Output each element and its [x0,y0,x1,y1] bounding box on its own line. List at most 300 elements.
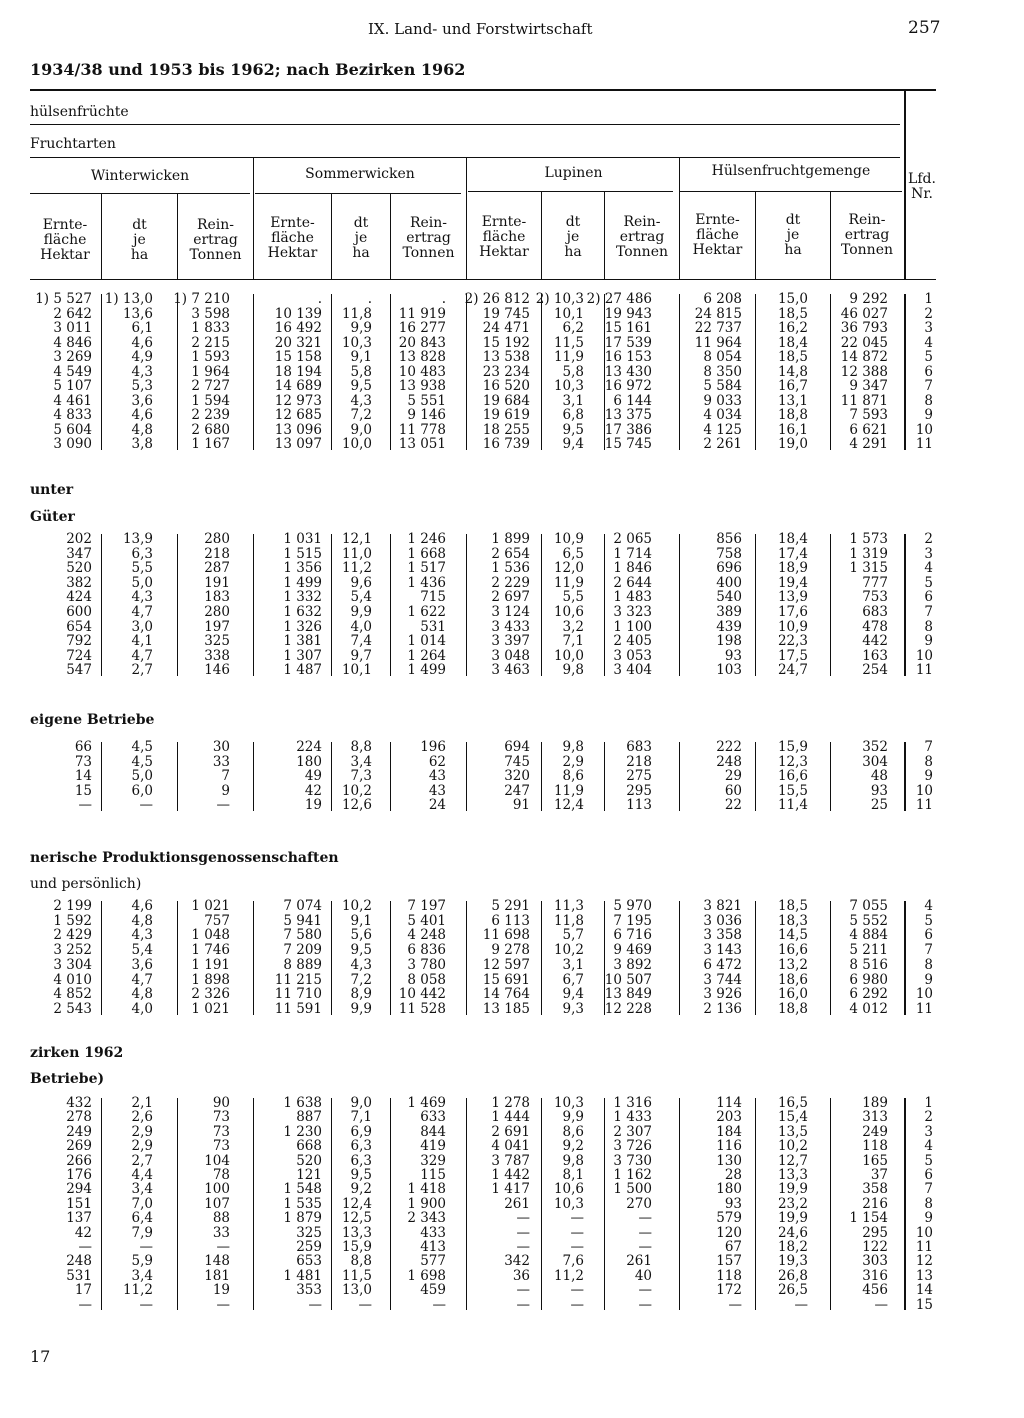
cell-yield: 12,4 [341,1195,372,1212]
cell-yield: 7,2 [350,971,372,988]
cell-total: 2 215 [191,334,230,351]
cell-yield: 5,5 [562,589,584,606]
cell-yield: 10,1 [341,662,372,679]
cell-area: 2) 26 812 [464,291,530,307]
cell-area: 261 [504,1195,530,1212]
cell-total: 1 964 [191,363,230,380]
cell-yield: 4,8 [131,986,153,1003]
cell-yield: 11,9 [553,349,584,365]
section-label: unter [30,482,74,498]
cell-yield: 13,6 [122,305,153,322]
cell-total: 10 483 [398,363,446,380]
cell-area: 93 [724,1195,742,1212]
cell-total: 577 [420,1253,446,1270]
cell-yield: 2,7 [131,1152,153,1169]
cell-lfd-nr: 6 [924,927,933,944]
cell-total: . [441,291,446,307]
table-row [0,1002,1024,1017]
cell-area: 247 [504,782,530,799]
cell-area: 653 [296,1253,322,1270]
table-row [0,350,1024,365]
cell-area: — [78,1239,92,1255]
cell-area: 1 356 [283,560,322,577]
cell-lfd-nr: 8 [924,392,933,409]
cell-area: 2 697 [491,589,530,606]
cell-yield: 18,8 [777,1000,808,1017]
cell-area: — [728,1296,742,1313]
cell-area: 114 [716,1095,742,1111]
cell-total: 1 167 [191,436,230,452]
cell-yield: 6,4 [131,1210,153,1227]
cell-yield: 10,3 [553,378,584,394]
cell-total: 13 430 [604,363,652,380]
cell-yield: 5,8 [350,363,372,380]
cell-yield: 13,1 [777,392,808,409]
cell-yield: 11,5 [341,1267,372,1284]
cell-yield: 10,6 [553,1181,584,1198]
cell-total: 1 483 [613,589,652,606]
cell-total: 62 [428,753,446,770]
cell-area: 11 698 [482,927,530,944]
cell-total: 413 [420,1239,446,1255]
cell-total: 196 [420,739,446,755]
cell-area: 694 [504,739,530,755]
cell-area: 19 619 [482,407,530,423]
cell-area: 342 [504,1253,530,1270]
section-label: und persönlich) [30,876,142,892]
cell-total: 163 [862,647,888,664]
cell-yield: 3,8 [131,436,153,452]
cell-area: 520 [66,560,92,577]
cell-area: 1 417 [491,1181,530,1198]
cell-total: 165 [862,1152,888,1169]
cell-total: 5 401 [407,912,446,929]
cell-total: 19 943 [604,305,652,322]
cell-area: 12 685 [274,407,322,423]
cell-total: 1 698 [407,1267,446,1284]
cell-total: 12 388 [840,363,888,380]
cell-total: 104 [204,1152,230,1169]
cell-total: 48 [870,768,888,785]
cell-yield: 11,8 [341,305,372,322]
cell-total: 1 418 [407,1181,446,1198]
cell-lfd-nr: 5 [924,1152,933,1169]
cell-total: 1 898 [191,971,230,988]
cell-area: 198 [716,633,742,650]
cell-area: 4 549 [53,363,92,380]
cell-yield: 4,8 [131,912,153,929]
cell-yield: 18,8 [777,407,808,423]
cell-yield: 3,6 [131,392,153,409]
cell-yield: 13,3 [341,1224,372,1241]
cell-area: 49 [304,768,322,785]
cell-area: 20 321 [274,334,322,351]
cell-yield: 19,0 [777,436,808,452]
cell-yield: 6,5 [562,545,584,562]
cell-total: 2 307 [613,1123,652,1140]
cell-area: 16 739 [482,436,530,452]
cell-yield: 10,3 [553,1095,584,1111]
cell-total: 1 833 [191,320,230,336]
cell-yield: 3,6 [131,956,153,973]
cell-total: 280 [204,531,230,547]
cell-area: 203 [716,1109,742,1126]
cell-yield: 5,7 [562,927,584,944]
cell-yield: 4,8 [131,421,153,438]
cell-area: 1 536 [491,560,530,577]
cell-area: 9 033 [703,392,742,409]
cell-lfd-nr: 5 [924,574,933,591]
cell-total: — [638,1296,652,1313]
header-rule-1 [30,124,900,125]
cell-lfd-nr: 4 [924,898,933,914]
cell-yield: 6,7 [562,971,584,988]
cell-area: 320 [504,768,530,785]
cell-yield: 6,2 [562,320,584,336]
cell-total: 1 714 [613,545,652,562]
col-header-total: Rein- ertrag Tonnen [840,212,893,258]
cell-area: 6 472 [703,956,742,973]
cell-total: 1 014 [407,633,446,650]
table-row [0,740,1024,755]
col-header-yield: dt je ha [564,214,582,260]
cell-yield: — [139,1239,153,1255]
cell-total: 216 [862,1195,888,1212]
cell-area: 278 [66,1109,92,1126]
cell-yield: 11,8 [553,912,584,929]
cell-area: 9 278 [491,942,530,959]
section-label: Güter [30,509,75,525]
cell-yield: 9,0 [350,421,372,438]
cell-total: 1 021 [191,1000,230,1017]
cell-total: 6 292 [849,986,888,1003]
cell-total: 33 [212,1224,230,1241]
table-row [0,437,1024,452]
cell-total: 459 [420,1282,446,1299]
cell-area: 16 492 [274,320,322,336]
cell-yield: 7,0 [131,1195,153,1212]
cell-total: 442 [862,633,888,650]
cell-area: 176 [66,1167,92,1183]
cell-lfd-nr: 7 [924,942,933,959]
cell-total: — [638,1210,652,1227]
cell-yield: 6,1 [131,320,153,336]
cell-total: 715 [420,589,446,606]
cell-area: 1 515 [283,545,322,562]
cell-area: 4 034 [703,407,742,423]
cell-area: 389 [716,604,742,620]
cell-total: 16 972 [604,378,652,394]
cell-area: 696 [716,560,742,577]
cell-yield: 14,8 [777,363,808,380]
cell-area: 5 941 [283,912,322,929]
cell-total: 1 433 [613,1109,652,1126]
cell-area: 224 [296,739,322,755]
cell-area: 4 833 [53,407,92,423]
cell-yield: 2,9 [131,1138,153,1155]
cell-area: — [78,797,92,814]
cell-lfd-nr: 4 [924,334,933,351]
cell-total: 777 [862,574,888,591]
cell-area: 18 194 [274,363,322,380]
cell-yield: 5,0 [131,768,153,785]
cell-yield: — [139,797,153,814]
cell-total: 1 315 [849,560,888,577]
cell-total: 115 [420,1167,446,1183]
cell-area: 540 [716,589,742,606]
cell-yield: 9,5 [562,421,584,438]
cell-lfd-nr: 10 [915,1224,933,1241]
cell-area: 1 499 [283,574,322,591]
lfd-nr-header: Lfd. Nr. [908,171,936,202]
cell-yield: 18,5 [777,305,808,322]
cell-area: 3 304 [53,956,92,973]
cell-yield: 24,7 [777,662,808,679]
cell-yield: 9,9 [562,1109,584,1126]
cell-total: — [216,1239,230,1255]
cell-total: 1 900 [407,1195,446,1212]
cell-yield: 12,4 [553,797,584,814]
cell-area: 5 584 [703,378,742,394]
table-row [0,634,1024,649]
col-header-area: Ernte- fläche Hektar [267,215,318,261]
cell-yield: 9,0 [350,1095,372,1111]
col-header-total: Rein- ertrag Tonnen [189,217,242,263]
cell-total: 2 326 [191,986,230,1003]
cell-area: 3 821 [703,898,742,914]
cell-lfd-nr: 9 [924,1210,933,1227]
cell-yield: 3,0 [131,618,153,635]
page-title: 1934/38 und 1953 bis 1962; nach Bezirken 1962 [30,60,466,79]
cell-total: 218 [626,753,652,770]
cell-lfd-nr: 12 [915,1253,933,1270]
cell-area: 654 [66,618,92,635]
cell-yield: 3,4 [350,753,372,770]
cell-total: 329 [420,1152,446,1169]
cell-total: 4 012 [849,1000,888,1017]
cell-yield: 6,3 [350,1152,372,1169]
cell-yield: 1) 13,0 [104,291,153,307]
cell-total: 17 539 [604,334,652,351]
cell-total: 33 [212,753,230,770]
cell-yield: 5,8 [562,363,584,380]
cell-total: 1 436 [407,574,446,591]
cell-total: 9 146 [407,407,446,423]
cell-yield: 10,1 [553,305,584,322]
cell-yield: — [570,1282,584,1299]
cell-yield: 11,9 [553,574,584,591]
cell-lfd-nr: 7 [924,1181,933,1198]
footer-number: 17 [30,1347,51,1366]
group-sommerwicken: Sommerwicken [305,166,415,182]
cell-total: 146 [204,662,230,679]
cell-yield: 4,7 [131,604,153,620]
cell-total: 1 517 [407,560,446,577]
cell-yield: 10,9 [553,531,584,547]
cell-yield: — [139,1296,153,1313]
cell-total: 197 [204,618,230,635]
cell-total: 419 [420,1138,446,1155]
cell-area: 13 096 [274,421,322,438]
cell-total: 6 621 [849,421,888,438]
cell-lfd-nr: 5 [924,349,933,365]
cell-total: 1 264 [407,647,446,664]
cell-area: 15 192 [482,334,530,351]
cell-yield: 23,2 [777,1195,808,1212]
cell-yield: 10,0 [553,647,584,664]
cell-area: 2 136 [703,1000,742,1017]
running-head: IX. Land- und Forstwirtschaft [368,20,593,38]
cell-total: 73 [212,1109,230,1126]
cell-total: 13 828 [398,349,446,365]
cell-area: — [516,1224,530,1241]
table-row [0,605,1024,620]
cell-lfd-nr: 6 [924,589,933,606]
cell-total: 6 144 [613,392,652,409]
group-lupinen: Lupinen [544,165,603,181]
cell-lfd-nr: 11 [915,662,933,679]
cell-total: 22 045 [840,334,888,351]
cell-lfd-nr: 7 [924,739,933,755]
cell-area: 547 [66,662,92,679]
cell-area: 13 185 [482,1000,530,1017]
cell-area: 14 764 [482,986,530,1003]
cell-yield: 9,2 [562,1138,584,1155]
cell-total: 295 [862,1224,888,1241]
fruchtarten-label: Fruchtarten [30,136,116,152]
cell-total: 1 021 [191,898,230,914]
cell-yield: 15,0 [777,291,808,307]
cell-area: 432 [66,1095,92,1111]
cell-total: 1 594 [191,392,230,409]
cell-total: 218 [204,545,230,562]
cell-area: 4 852 [53,986,92,1003]
cell-total: 9 292 [849,291,888,307]
cell-yield: 22,3 [777,633,808,650]
cell-area: 14 [74,768,92,785]
cell-lfd-nr: 6 [924,363,933,380]
cell-area: 887 [296,1109,322,1126]
cell-area: 91 [512,797,530,814]
cell-total: 46 027 [840,305,888,322]
cell-total: 1 668 [407,545,446,562]
cell-area: 2 642 [53,305,92,322]
cell-yield: 2,9 [131,1123,153,1140]
cell-total: 757 [204,912,230,929]
cell-yield: 16,6 [777,768,808,785]
cell-total: 40 [634,1267,652,1284]
cell-area: — [516,1282,530,1299]
cell-total: 313 [862,1109,888,1126]
cell-total: — [638,1282,652,1299]
cell-yield: 10,0 [341,436,372,452]
cell-total: 122 [862,1239,888,1255]
cell-lfd-nr: 8 [924,753,933,770]
cell-area: 11 591 [274,1000,322,1017]
cell-lfd-nr: 1 [924,291,933,307]
cell-yield: 9,4 [562,986,584,1003]
cell-total: 280 [204,604,230,620]
cell-total: 303 [862,1253,888,1270]
cell-area: 15 691 [482,971,530,988]
cell-area: 4 846 [53,334,92,351]
cell-total: 11 871 [840,392,888,409]
cell-area: 6 208 [703,291,742,307]
cell-yield: 11,9 [553,782,584,799]
cell-total: 15 161 [604,320,652,336]
cell-total: 2) 27 486 [586,291,652,307]
cell-total: 24 [428,797,446,814]
cell-yield: 7,4 [350,633,372,650]
cell-yield: 13,3 [777,1167,808,1183]
cell-yield: 15,9 [341,1239,372,1255]
group-rule-winterwicken [30,193,250,194]
cell-yield: — [570,1210,584,1227]
cell-area: 1 332 [283,589,322,606]
cell-total: 4 884 [849,927,888,944]
cell-yield: 10,6 [553,604,584,620]
cell-yield: 26,8 [777,1267,808,1284]
cell-total: 3 598 [191,305,230,322]
cell-area: 5 107 [53,378,92,394]
cell-yield: 13,5 [777,1123,808,1140]
cell-lfd-nr: 4 [924,560,933,577]
cell-total: 5 970 [613,898,652,914]
cell-total: 352 [862,739,888,755]
cell-total: 358 [862,1181,888,1198]
cell-area: 3 787 [491,1152,530,1169]
cell-area: 745 [504,753,530,770]
cell-total: 1 846 [613,560,652,577]
cell-total: 181 [204,1267,230,1284]
cell-area: 2 199 [53,898,92,914]
cell-yield: 9,4 [562,436,584,452]
cell-area: 1 381 [283,633,322,650]
cell-total: 338 [204,647,230,664]
cell-area: 248 [66,1253,92,1270]
cell-yield: 9,5 [350,1167,372,1183]
cell-area: 249 [66,1123,92,1140]
cell-total: 2 644 [613,574,652,591]
cell-yield: 8,8 [350,1253,372,1270]
cell-area: 2 654 [491,545,530,562]
cell-area: 294 [66,1181,92,1198]
cell-lfd-nr: 3 [924,1123,933,1140]
cell-total: 37 [870,1167,888,1183]
group-huelsenfruchtgemenge: Hülsenfruchtgemenge [711,163,871,179]
cell-area: 3 926 [703,986,742,1003]
cell-area: 11 215 [274,971,322,988]
cell-yield: 18,5 [777,898,808,914]
cell-yield: 9,8 [562,662,584,679]
cell-area: 36 [512,1267,530,1284]
table-row [0,769,1024,784]
cell-total: 7 [221,768,230,785]
cell-total: 107 [204,1195,230,1212]
cell-area: 3 433 [491,618,530,635]
cell-area: 23 234 [482,363,530,380]
cell-area: 19 745 [482,305,530,322]
cell-area: 1 278 [491,1095,530,1111]
cell-total: 1 622 [407,604,446,620]
cell-yield: 16,5 [777,1095,808,1111]
cell-area: 15 [74,782,92,799]
cell-yield: . [367,291,372,307]
cell-area: — [308,1296,322,1313]
cell-total: 478 [862,618,888,635]
table-row [0,1139,1024,1154]
cell-total: 15 745 [604,436,652,452]
